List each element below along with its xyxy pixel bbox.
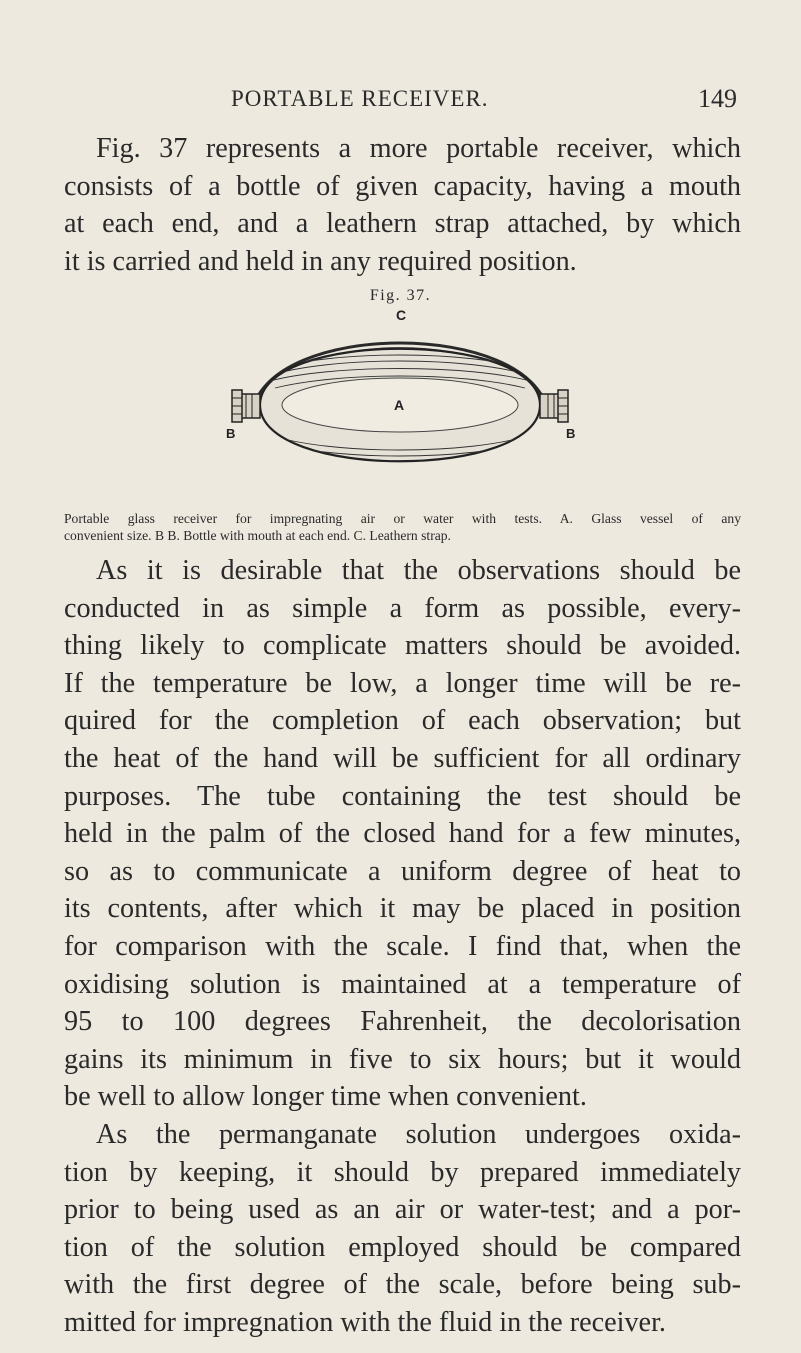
text-line: quired for the completion of each observation; but <box>64 705 741 737</box>
portable-receiver-illustration <box>190 310 610 510</box>
text-line: tion of the solution employed should be compared <box>64 1231 741 1263</box>
figure-letter-b-right: B <box>566 426 576 441</box>
text-line: conducted in as simple a form as possible, every- <box>64 592 741 624</box>
text-line: consists of a bottle of given capacity, having a mouth <box>64 170 741 202</box>
text-line: held in the palm of the closed hand for a few minutes, <box>64 818 741 850</box>
text-line: oxidising solution is maintained at a temperature of <box>64 968 741 1000</box>
text-line: As the permanganate solution undergoes oxida- <box>96 1118 741 1150</box>
intro-paragraph <box>64 130 741 280</box>
figure-label: Fig. 37. <box>369 287 432 304</box>
figure-letter-b-left: B <box>226 426 236 441</box>
text-line: Fig. 37 represents a more portable receiver, which <box>96 133 741 164</box>
text-line: thing likely to complicate matters should be avoided. <box>64 630 741 662</box>
running-head <box>0 86 801 126</box>
text-line: the heat of the hand will be sufficient for all ordinary <box>64 742 741 774</box>
text-line: If the temperature be low, a longer time will be re- <box>64 667 741 699</box>
text-line: be well to allow longer time when convenient. <box>64 1081 587 1113</box>
caption-line: Portable glass receiver for impregnating air or water with tests. A. Glass vessel of any <box>64 511 741 526</box>
figure-illustration <box>190 310 610 510</box>
text-line: gains its minimum in five to six hours; but it would <box>64 1043 741 1075</box>
running-title: PORTABLE RECEIVER. <box>231 86 489 111</box>
text-line: prior to being used as an air or water-test; and a por- <box>64 1194 741 1226</box>
body-paragraph <box>64 552 741 1341</box>
left-mouth <box>232 390 260 422</box>
text-line: 95 to 100 degrees Fahrenheit, the decolorisation <box>64 1006 741 1038</box>
text-line: at each end, and a leathern strap attached, by which <box>64 208 741 240</box>
text-line: its contents, after which it may be placed in position <box>64 893 741 925</box>
page-number: 149 <box>698 84 737 113</box>
text-line: with the first degree of the scale, before being sub- <box>64 1269 741 1301</box>
figure-caption <box>64 510 741 544</box>
figure-letter-a: A <box>394 397 405 413</box>
figure-letter-c: C <box>396 310 407 323</box>
text-line: mitted for impregnation with the fluid in the receiver. <box>64 1306 666 1338</box>
text-line: tion by keeping, it should by prepared immediately <box>64 1156 741 1188</box>
right-mouth <box>540 390 568 422</box>
caption-line: convenient size. B B. Bottle with mouth at each end. C. Leathern strap. <box>64 528 451 543</box>
text-line: it is carried and held in any required position. <box>64 245 577 277</box>
text-line: so as to communicate a uniform degree of heat to <box>64 855 741 887</box>
text-line: for comparison with the scale. I find that, when the <box>64 930 741 962</box>
text-line: As it is desirable that the observations should be <box>96 555 741 586</box>
text-line: purposes. The tube containing the test should be <box>64 780 741 812</box>
